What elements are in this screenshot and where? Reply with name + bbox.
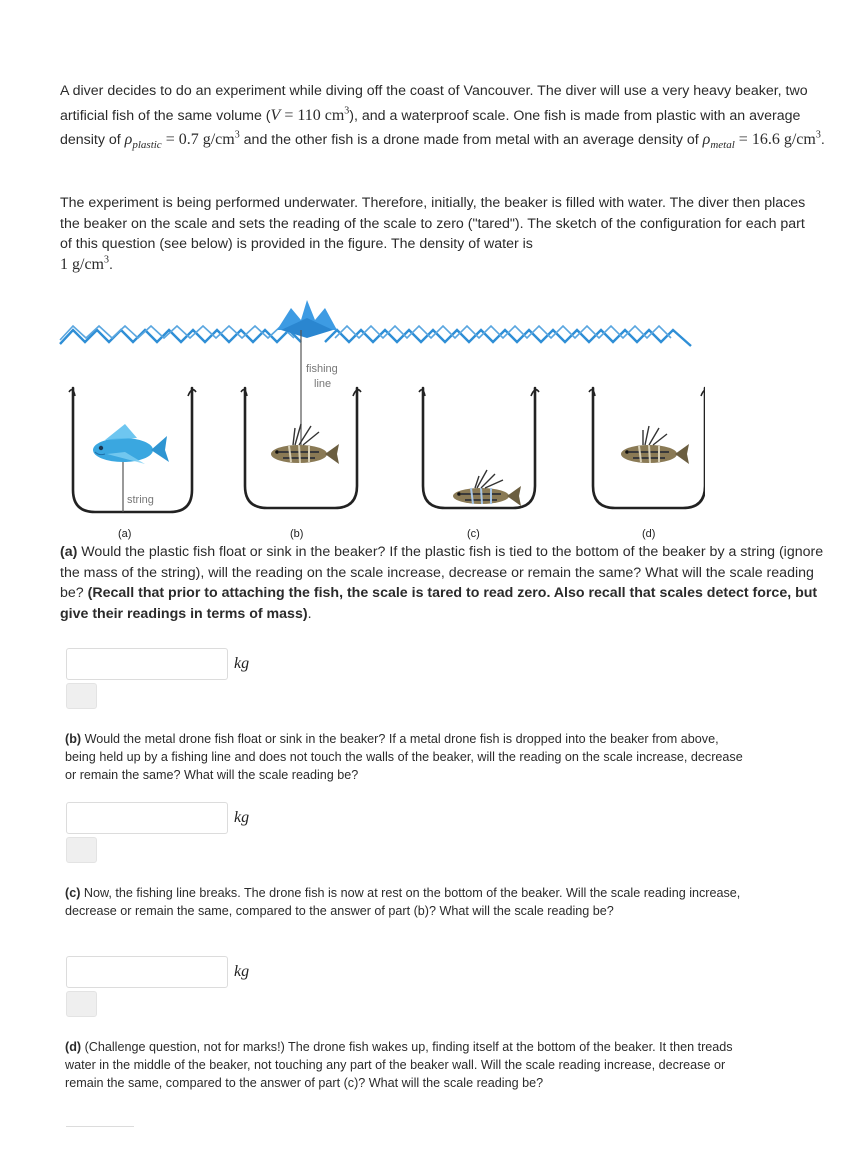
fishing-line-label-2: line [314, 378, 332, 390]
figure-label-d: (d) [642, 528, 656, 540]
water-surface [60, 326, 691, 346]
question-a-text: Would the plastic fish float or sink in the beaker? If the plastic fish is tied to the bottom of the beaker by a string (ignore the mass of the string), will the reading on the scale increase, decrease or remain the same? What will the scale reading be? [60, 544, 824, 601]
metal-density-expression: $\rho_{metal} = 16.6$ $g/cm^3$ [702, 129, 821, 152]
answer-b-unit: kg [234, 809, 250, 826]
answer-d-input[interactable] [66, 1126, 134, 1133]
metal-fish-c [453, 470, 521, 506]
question-d-text: (Challenge question, not for marks!) The drone fish wakes up, finding itself at the bottom of the beaker. It then treads water in the middle of the beaker, not touching any part of the beaker wall. Will the scale reading increase, decrease or remain the same, compared to the answer of part (c)? What will the scale reading be? [65, 1040, 733, 1090]
answer-c-input[interactable] [66, 956, 228, 988]
plastic-density-expression: $\rho_{plastic} = 0.7$ $g/cm^3$ [124, 129, 240, 152]
intro-text: ), and a waterproof scale. One fish is made from plastic with an average density of [60, 107, 801, 148]
plastic-fish [93, 424, 169, 464]
question-c-label: (c) [65, 886, 81, 900]
question-a-label: (a) [60, 544, 78, 560]
question-a-note: (Recall that prior to attaching the fish, the scale is tared to read zero. Also recall that scales detect force, but give their readings in terms of mass) [60, 585, 818, 622]
intro-text: A diver decides to do an experiment while diving off the coast of Vancouver. The diver will use a very heavy beaker, two artificial fish of the same volume ( [60, 83, 808, 124]
answer-a-input[interactable] [66, 648, 228, 680]
intro-paragraph-2: The experiment is being performed underwater. Therefore, initially, the beaker is filled with water. The diver then places the beaker on the scale and sets the reading of the scale to zero ("tared"). The sketch of the configuration for each part of this question (see below) is provided in the figure. The density of water is 1 $g/cm^3$. [60, 195, 806, 273]
water-density-expression: 1 $g/cm^3$ [60, 254, 109, 273]
string-label: string [127, 494, 154, 506]
intro-text: The experiment is being performed underwater. Therefore, initially, the beaker is filled with water. The diver then places the beaker on the scale and sets the reading of the scale to zero ("tared"). The sketch of the configuration for each part of this question (see below) is provided in the figure. The density of water is [60, 195, 806, 252]
fishing-line-label-1: fishing [306, 363, 338, 375]
answer-c-check-button[interactable] [66, 991, 97, 1017]
question-a: (a) Would the plastic fish float or sink in the beaker? If the plastic fish is tied to the bottom of the beaker by a string (ignore the mass of the string), will the reading on the scale increase, decrease or remain the same? What will the scale reading be? (Recall that prior to attaching the fish, the scale is tared to read zero. Also recall that scales detect force, but give their readings in terms of mass). [60, 544, 824, 622]
answer-a-unit: kg [234, 655, 250, 672]
question-c [65, 884, 745, 920]
figure-label-a: (a) [118, 528, 132, 540]
answer-c-unit: kg [234, 963, 250, 980]
question-d-label: (d) [65, 1040, 82, 1054]
question-d [65, 1038, 745, 1092]
figure-label-c: (c) [467, 528, 480, 540]
question-b-label: (b) [65, 732, 82, 746]
metal-fish-d [621, 426, 689, 464]
question-b-text: Would the metal drone fish float or sink in the beaker? If a metal drone fish is dropped into the beaker from above, being held up by a fishing line and does not touch the walls of the beaker, will the reading on the scale increase, decrease or remain the same? What will the scale reading be? [65, 732, 743, 782]
answer-b-input[interactable] [66, 802, 228, 834]
experiment-figure [55, 300, 705, 545]
intro-paragraph-1: A diver decides to do an experiment while diving off the coast of Vancouver. The diver will use a very heavy beaker, two artificial fish of the same volume (V = 110 $cm^3$), and a waterproof scale. One fish is made from plastic with an average density of $\rho_{plastic} = 0.7$ $g/cm^3$ and the other fish is a drone made from metal with an average density of $\rho_{metal} = 16.6$ $g/cm^3$. [60, 83, 825, 152]
answer-a-check-button[interactable] [66, 683, 97, 709]
answer-b-check-button[interactable] [66, 837, 97, 863]
metal-fish-b [271, 424, 339, 464]
figure-label-b: (b) [290, 528, 304, 540]
question-b [65, 730, 745, 784]
volume-expression: V = 110 $cm^3$ [270, 105, 350, 124]
intro-text: and the other fish is a drone made from metal with an average density of [239, 132, 703, 148]
question-c-text: Now, the fishing line breaks. The drone fish is now at rest on the bottom of the beaker. Will the scale reading increase, decrease or remain the same, compared to the answer of part (b)? What will the scale reading be? [65, 886, 741, 918]
